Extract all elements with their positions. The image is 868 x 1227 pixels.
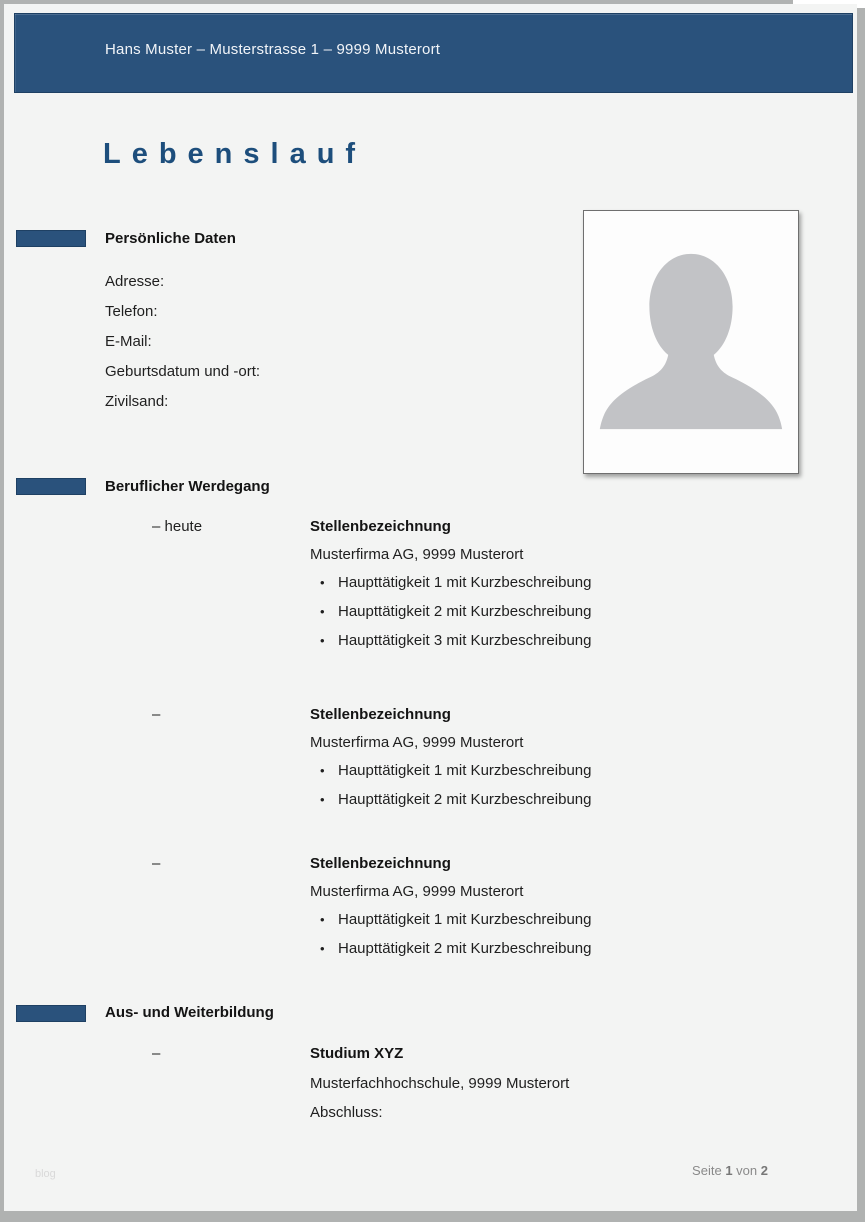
section-heading-career: Beruflicher Werdegang [105, 478, 270, 495]
field-label-email: E-Mail: [105, 333, 152, 350]
bullet-item [310, 631, 591, 651]
career-entry [4, 705, 853, 815]
field-label-zivilstand: Zivilsand: [105, 393, 169, 410]
entry-title: Stellenbezeichnung [310, 706, 451, 723]
bullet-text: Haupttätigkeit 1 mit Kurzbeschreibung [338, 911, 592, 928]
watermark-text: blog [35, 1168, 56, 1180]
bullet-text: Haupttätigkeit 1 mit Kurzbeschreibung [338, 762, 592, 779]
page-indicator [4, 1162, 768, 1180]
section-heading-personal: Persönliche Daten [105, 230, 236, 247]
bullet-text: Haupttätigkeit 2 mit Kurzbeschreibung [338, 940, 592, 957]
bullet-text: Haupttätigkeit 2 mit Kurzbeschreibung [338, 791, 592, 808]
education-entry [4, 1044, 853, 1134]
bullet-icon: • [320, 792, 325, 807]
bullet-item [310, 939, 591, 959]
entry-degree-label: Abschluss: [310, 1104, 383, 1121]
bullet-icon: • [320, 912, 325, 927]
section-marker-education [16, 1005, 86, 1022]
entry-date: – [152, 706, 161, 723]
bullet-item [310, 910, 591, 930]
photo-placeholder [583, 210, 799, 474]
contact-line: Hans Muster – Musterstrasse 1 – 9999 Musterort [105, 41, 441, 58]
header-banner [14, 13, 853, 93]
page-title: Lebenslauf [103, 138, 367, 170]
bullet-text: Haupttätigkeit 3 mit Kurzbeschreibung [338, 632, 592, 649]
person-silhouette-icon [584, 211, 798, 473]
page-number: 1 [725, 1163, 733, 1178]
bullet-text: Haupttätigkeit 2 mit Kurzbeschreibung [338, 603, 592, 620]
total-pages: 2 [760, 1163, 768, 1178]
entry-date: – [152, 855, 161, 872]
personal-fields [105, 272, 555, 422]
bullet-item [310, 761, 591, 781]
bullet-icon: • [320, 575, 325, 590]
page-shadow-right [857, 8, 865, 1222]
bullet-item [310, 790, 591, 810]
entry-company: Musterfirma AG, 9999 Musterort [310, 546, 524, 563]
page-word: Seite [692, 1163, 722, 1178]
field-label-adresse: Adresse: [105, 273, 165, 290]
cv-sheet [4, 4, 857, 1211]
career-entry [4, 854, 853, 964]
entry-company: Musterfirma AG, 9999 Musterort [310, 883, 524, 900]
bullet-icon: • [320, 763, 325, 778]
entry-company: Musterfirma AG, 9999 Musterort [310, 734, 524, 751]
bullet-item [310, 573, 591, 593]
section-marker-career [16, 478, 86, 495]
entry-date: – [152, 1045, 161, 1062]
section-heading-education: Aus- und Weiterbildung [105, 1004, 274, 1021]
section-marker-personal [16, 230, 86, 247]
entry-title: Stellenbezeichnung [310, 855, 451, 872]
field-label-telefon: Telefon: [105, 303, 158, 320]
bullet-item [310, 602, 591, 622]
career-entry [4, 517, 853, 657]
bullet-icon: • [320, 604, 325, 619]
entry-title: Studium XYZ [310, 1045, 404, 1062]
bullet-icon: • [320, 633, 325, 648]
page-shadow-bottom [0, 1211, 865, 1222]
entry-company: Musterfachhochschule, 9999 Musterort [310, 1075, 570, 1092]
entry-date: – heute [152, 518, 203, 535]
bullet-text: Haupttätigkeit 1 mit Kurzbeschreibung [338, 574, 592, 591]
entry-title: Stellenbezeichnung [310, 518, 451, 535]
of-word: von [736, 1163, 758, 1178]
bullet-icon: • [320, 941, 325, 956]
field-label-geburtsdatum: Geburtsdatum und -ort: [105, 363, 261, 380]
